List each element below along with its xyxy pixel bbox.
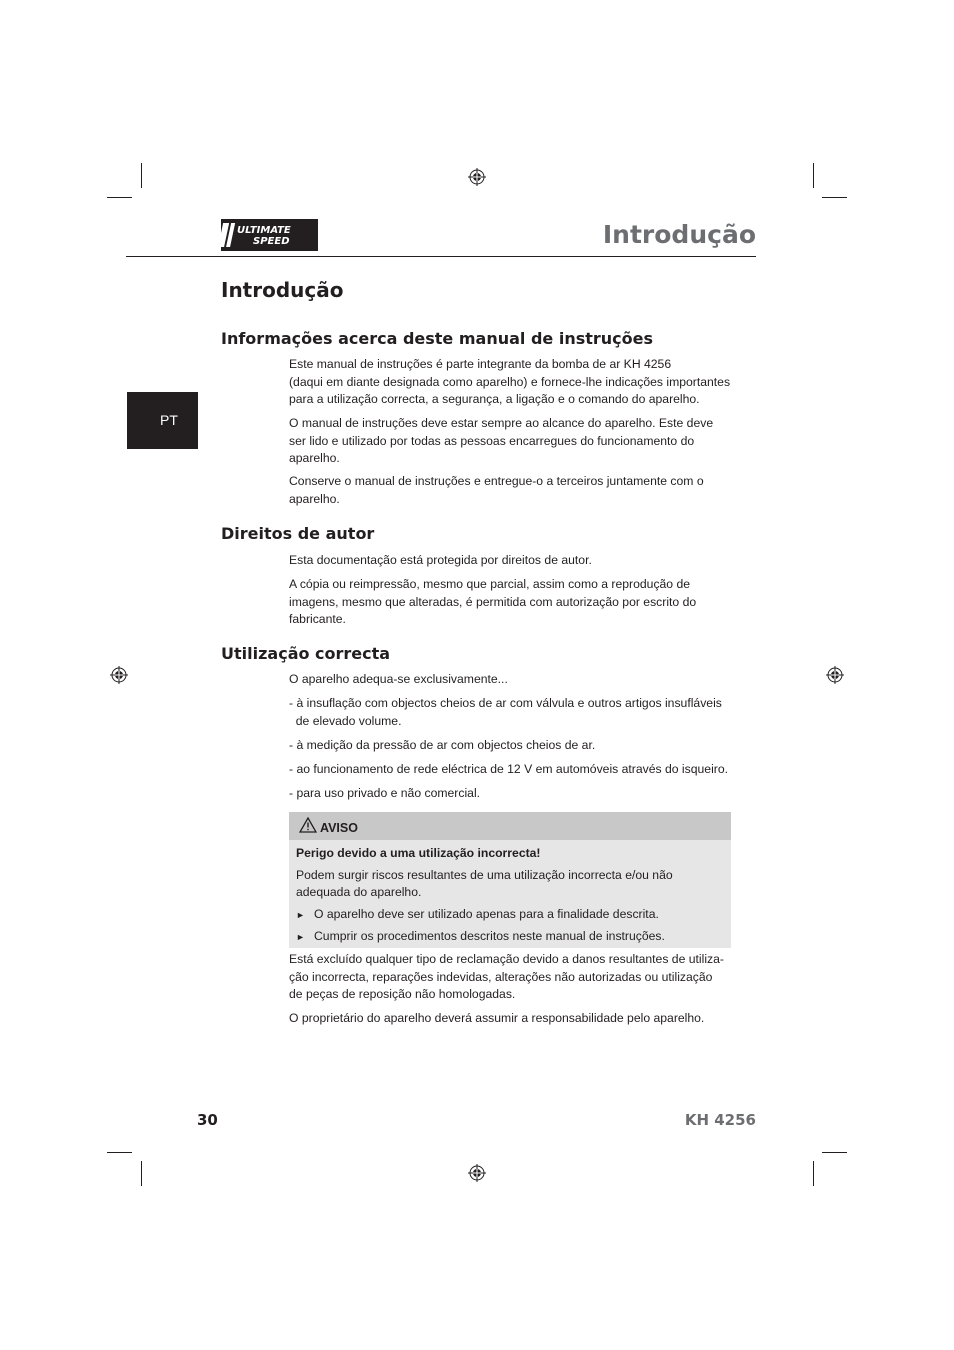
model-number: KH 4256 — [684, 1111, 756, 1129]
text-line: Podem surgir riscos resultantes de uma utilização incorrecta e/ou não — [296, 868, 673, 882]
text-line: Conserve o manual de instruções e entregue-o a terceiros juntamente com o — [289, 474, 704, 488]
arrow-bullet-icon: ► — [296, 932, 305, 942]
registration-mark-icon — [826, 666, 844, 684]
crop-mark — [141, 163, 142, 188]
text-line: adequada do aparelho. — [296, 885, 422, 899]
text-line: para a utilização correcta, a segurança, a ligação e o comando do aparelho. — [289, 392, 700, 406]
text-line: - à medição da pressão de ar com objectos cheios de ar. — [289, 738, 596, 752]
heading-info: Informações acerca deste manual de instruções — [221, 329, 654, 348]
text-line: O aparelho adequa-se exclusivamente... — [289, 672, 508, 686]
registration-mark-icon — [468, 168, 486, 186]
text-line: Está excluído qualquer tipo de reclamação devido a danos resultantes de utiliza- — [289, 952, 724, 966]
warning-box — [289, 812, 731, 948]
heading-usage: Utilização correcta — [221, 644, 391, 663]
text-line: aparelho. — [289, 451, 340, 465]
warning-label: AVISO — [320, 821, 358, 835]
text-line: - para uso privado e não comercial. — [289, 786, 481, 800]
paragraph — [289, 415, 734, 468]
page-title: Introdução — [221, 278, 344, 302]
language-tab-label: PT — [160, 412, 178, 428]
crop-mark — [822, 197, 847, 198]
svg-text:ULTIMATE: ULTIMATE — [237, 225, 291, 236]
header-title: Introdução — [602, 220, 756, 249]
warning-bullet — [296, 907, 659, 921]
text-line: O proprietário do aparelho deverá assumir a responsabilidade pelo aparelho. — [289, 1011, 705, 1025]
paragraph — [289, 671, 734, 689]
text-line: Este manual de instruções é parte integrante da bomba de ar KH 4256 — [289, 357, 672, 371]
list-item — [289, 761, 734, 779]
text-line: (daqui em diante designada como aparelho) e fornece-lhe indicações importantes — [289, 374, 731, 389]
registration-mark-icon — [468, 1164, 486, 1182]
page-number: 30 — [197, 1111, 218, 1129]
text-line: imagens, mesmo que alteradas, é permitida com autorização por escrito do — [289, 594, 697, 609]
list-item — [289, 737, 734, 755]
crop-mark — [107, 197, 132, 198]
header-divider — [126, 256, 756, 257]
text-line: de elevado volume. — [289, 713, 402, 728]
list-item — [289, 695, 734, 730]
paragraph — [289, 356, 734, 409]
text-line: aparelho. — [289, 491, 340, 506]
paragraph — [289, 1010, 734, 1028]
heading-copyright: Direitos de autor — [221, 524, 375, 543]
crop-mark — [107, 1152, 132, 1153]
paragraph — [289, 576, 734, 629]
text-line: ção incorrecta, reparações indevidas, alterações não autorizadas ou utilização — [289, 969, 713, 984]
list-item — [289, 785, 734, 803]
crop-mark — [822, 1152, 847, 1153]
text-line: ser lido e utilizado por todas as pessoas encarregues do funcionamento do — [289, 433, 695, 448]
warning-bullet — [296, 929, 665, 943]
bullet-text: Cumprir os procedimentos descritos neste manual de instruções. — [314, 929, 665, 943]
text-line: Esta documentação está protegida por direitos de autor. — [289, 553, 592, 567]
warning-title: Perigo devido a uma utilização incorrecta! — [296, 846, 541, 860]
paragraph — [289, 473, 734, 508]
svg-text:SPEED: SPEED — [253, 236, 290, 247]
crop-mark — [141, 1161, 142, 1186]
registration-mark-icon — [110, 666, 128, 684]
text-line: - ao funcionamento de rede eléctrica de 12 V em automóveis através do isqueiro. — [289, 762, 728, 776]
text-line: A cópia ou reimpressão, mesmo que parcial, assim como a reprodução de — [289, 577, 691, 591]
text-line: O manual de instruções deve estar sempre ao alcance do aparelho. Este deve — [289, 416, 714, 430]
crop-mark — [813, 163, 814, 188]
warning-triangle-icon — [299, 817, 317, 833]
paragraph — [289, 951, 734, 1004]
arrow-bullet-icon: ► — [296, 910, 305, 920]
text-line: de peças de reposição não homologadas. — [289, 987, 516, 1001]
bullet-text: O aparelho deve ser utilizado apenas para a finalidade descrita. — [314, 907, 659, 921]
warning-header — [289, 812, 731, 840]
paragraph — [289, 552, 734, 570]
text-line: - à insuflação com objectos cheios de ar com válvula e outros artigos insufláveis — [289, 696, 722, 710]
language-tab — [127, 392, 198, 449]
crop-mark — [813, 1161, 814, 1186]
text-line: fabricante. — [289, 612, 346, 626]
ultimate-speed-logo — [221, 219, 318, 251]
